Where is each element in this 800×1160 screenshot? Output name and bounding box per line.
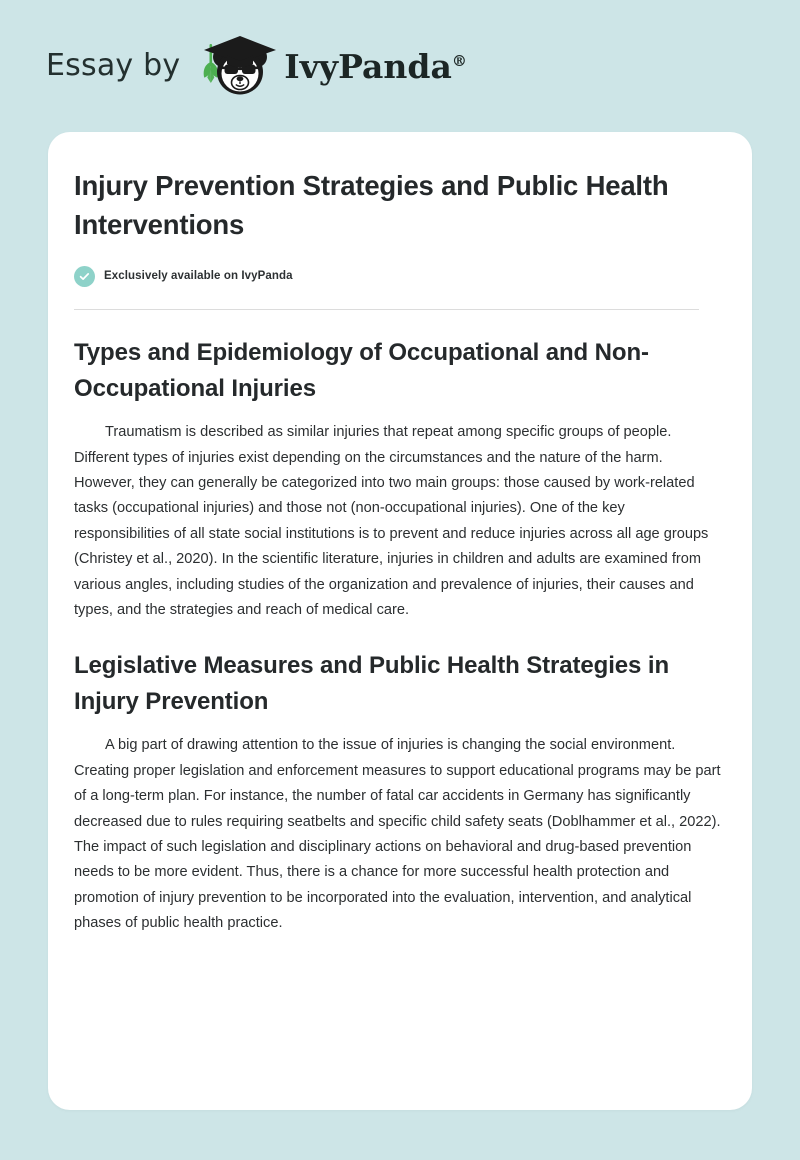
ivypanda-wordmark xyxy=(284,46,467,86)
page-title: Injury Prevention Strategies and Public Health Interventions xyxy=(74,170,669,241)
section-paragraph-1: Traumatism is described as similar injuries that repeat among specific groups of people. Different types of injuries exist depending on the circumstances and the nature of the harm. However, they can generally be categorized into two main groups: those caused by work-related tasks (occupational injuries) and those not (non-occupational injuries). One of the key responsibilities of all state social institutions is to prevent and reduce injuries across all age groups (Christey et al., 2020). In the scientific literature, injuries in children and adults are examined from various angles, including studies of the organization and prevalence of injuries, their causes and types, and the strategies and reach of medical care. xyxy=(74,424,709,618)
brand-name-text: IvyPanda xyxy=(284,46,452,86)
section-paragraph-2: A big part of drawing attention to the issue of injuries is changing the social environment. Creating proper legislation and enforcement measures to support educational programs may be part of a long-term plan. For instance, the number of fatal car accidents in Germany has significantly decreased due to rules requiring seatbelts and specific child safety seats (Doblhammer et al., 2022). The impact of such legislation and disciplinary actions on behavioral and drug-based prevention needs to be more evident. Thus, there is a chance for more successful health protection and promotion of injury prevention to be incorporated into the evaluation, intervention, and analytical phases of public health practice. xyxy=(74,737,721,932)
section-heading-2: Legislative Measures and Public Health Strategies in Injury Prevention xyxy=(74,652,669,715)
document-card xyxy=(48,132,752,1110)
essay-by-label: Essay by xyxy=(46,48,181,83)
availability-badge xyxy=(74,266,722,287)
section-heading-1: Types and Epidemiology of Occupational and Non-Occupational Injuries xyxy=(74,339,649,402)
brand-header xyxy=(0,0,800,132)
header-divider xyxy=(74,309,699,310)
card-bottom-spacer xyxy=(74,937,722,977)
ivypanda-logo[interactable] xyxy=(196,30,467,102)
availability-badge-label: Exclusively available on IvyPanda xyxy=(104,269,293,282)
registered-trademark-icon: ® xyxy=(451,51,467,70)
panda-graduate-icon xyxy=(196,30,280,102)
check-circle-icon xyxy=(74,266,95,287)
